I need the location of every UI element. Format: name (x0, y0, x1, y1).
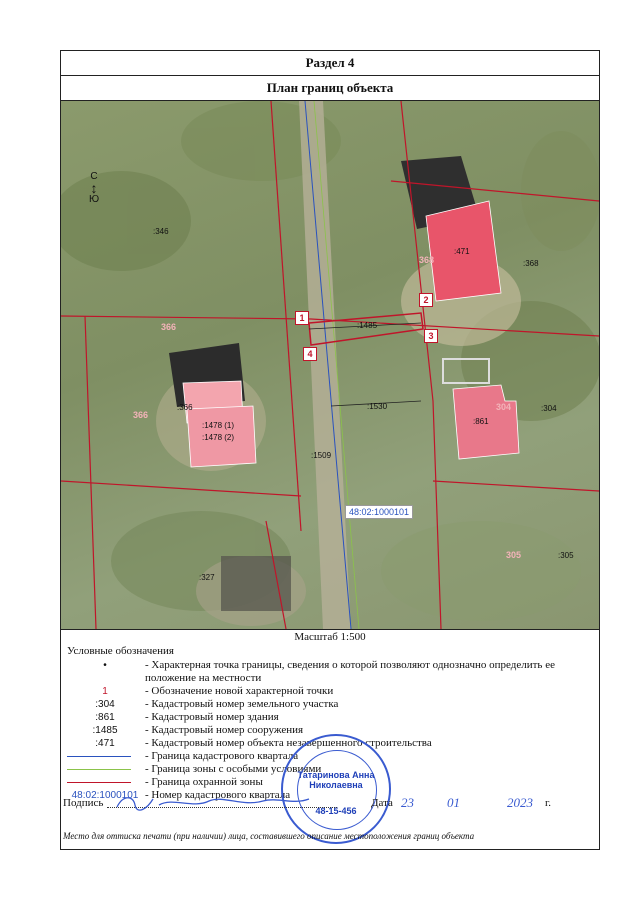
parcel-label: :304 (541, 404, 557, 413)
parcel-label: :1530 (367, 402, 388, 411)
zone-label: 305 (506, 550, 522, 560)
stamp-number: 48-15-456 (315, 806, 357, 816)
legend-symbol: 48:02:1000101 (71, 790, 139, 801)
parcel-label: :861 (473, 417, 489, 426)
parcel-label: :346 (153, 227, 169, 236)
parcel-label: :471 (454, 247, 470, 256)
parcel-label: :327 (199, 573, 215, 582)
handwritten-signature (113, 791, 313, 813)
parcel-label: :305 (558, 551, 574, 560)
legend-text: - Граница охранной зоны (145, 776, 263, 788)
parcel-label: :366 (177, 403, 193, 412)
legend-text: - Характерная точка границы, сведения о которой позволяют однозначно определить ее положение на местности (145, 659, 555, 684)
legend-item (61, 698, 599, 711)
road (299, 101, 351, 629)
year-suffix: г. (545, 797, 552, 809)
date-year: 2023 (507, 795, 533, 810)
signature-label: Подпись (63, 797, 104, 809)
legend-text: - Граница кадастрового квартала (145, 750, 299, 762)
protection-zone-line-symbol (67, 782, 131, 783)
legend-text: - Кадастровый номер сооружения (145, 724, 304, 736)
legend-item (61, 685, 599, 698)
boundary-point-2: 2 (419, 293, 433, 307)
footer-note: Место для оттиска печати (при наличии) лица, составившего описание местоположения границ объекта (63, 831, 475, 841)
cadastral-map (61, 101, 599, 630)
legend-symbol: :1485 (92, 725, 118, 736)
legend-text: - Кадастровый номер объекта незавершенного строительства (145, 737, 432, 749)
quarter-number-label: 48:02:1000101 (345, 505, 413, 519)
document-sheet (60, 50, 600, 850)
signature-row (61, 793, 599, 815)
legend-text: - Кадастровый номер земельного участка (145, 698, 339, 710)
parcel-label: :1509 (311, 451, 332, 460)
zone-label: 366 (133, 410, 149, 420)
zone-label: 304 (496, 402, 512, 412)
north-label: С (90, 171, 98, 182)
legend-text: - Кадастровый номер здания (145, 711, 279, 723)
compass-arrow-icon: ↕ (90, 180, 98, 196)
legend-text: - Номер кадастрового квартала (145, 789, 291, 801)
date-month: 01 (447, 795, 460, 810)
boundary-point-3: 3 (424, 329, 438, 343)
zone-label: 368 (419, 255, 435, 265)
seal-stamp (281, 734, 391, 844)
date-day: 23 (401, 795, 414, 810)
section-title: Раздел 4 (61, 51, 599, 76)
south-label: Ю (88, 194, 100, 205)
legend-symbol: 1 (102, 686, 108, 697)
legend-text: - Граница зоны с особыми условиями (145, 763, 322, 775)
boundary-point-4: 4 (303, 347, 317, 361)
compass (87, 171, 101, 205)
parcel-label: :1478 (1) (202, 421, 235, 430)
parcel-label: :1485 (357, 321, 378, 330)
plan-title: План границ объекта (61, 76, 599, 101)
legend-title: Условные обозначения (67, 645, 174, 657)
zone-label: 366 (161, 322, 177, 332)
legend-text: - Обозначение новой характерной точки (145, 685, 334, 697)
legend-symbol: • (103, 660, 107, 671)
legend-symbol: :304 (95, 699, 115, 710)
stamp-name: Татаринова Анна Николаевна (297, 770, 375, 790)
special-zone-line-symbol (67, 769, 131, 770)
date-label: Дата (371, 797, 393, 809)
parcel-label: :1478 (2) (202, 433, 235, 442)
quarter-line-symbol (67, 756, 131, 757)
scale-label: Масштаб 1:500 (294, 631, 366, 643)
legend-item (61, 711, 599, 724)
legend-symbol: :471 (95, 738, 115, 749)
legend-symbol: :861 (95, 712, 115, 723)
boundary-point-1: 1 (295, 311, 309, 325)
parcel-label: :368 (523, 259, 539, 268)
legend-item (61, 659, 599, 685)
